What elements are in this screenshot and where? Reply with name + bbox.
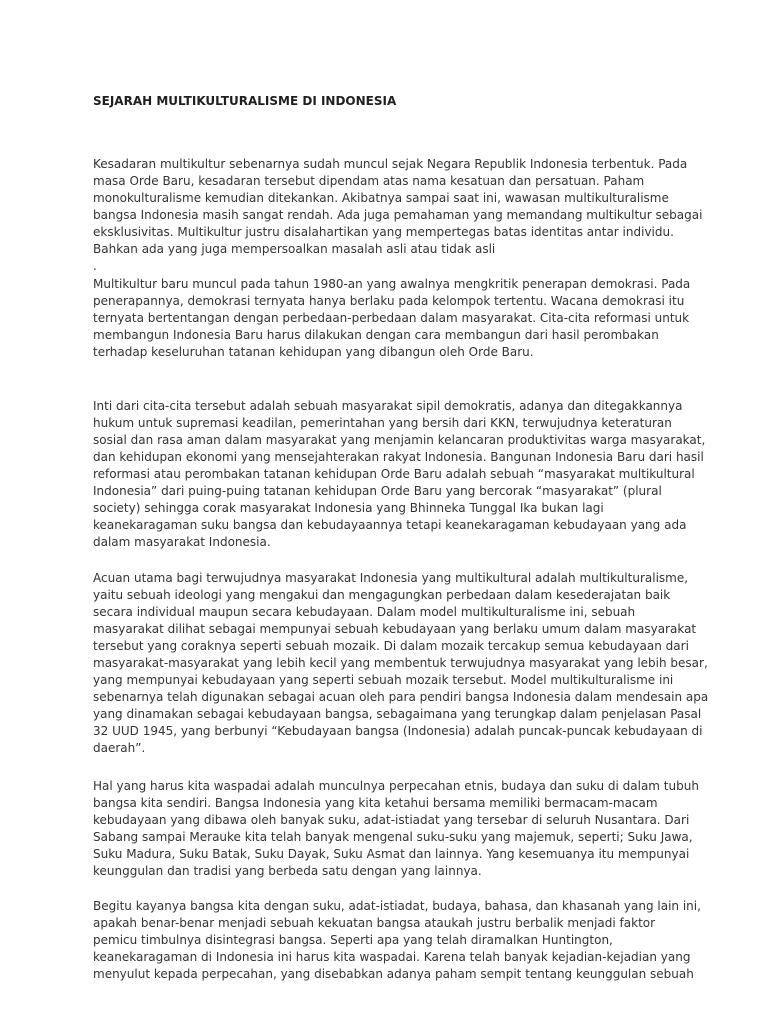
text-line: menyulut kepada perpecahan, yang disebabkan adanya paham sempit tentang keunggulan sebuah [93, 967, 694, 981]
text-line: Multikultur baru muncul pada tahun 1980-an yang awalnya mengkritik penerapan demokrasi. Pada [93, 277, 691, 291]
text-line: Suku Madura, Suku Batak, Suku Dayak, Suku Asmat dan lainnya. Yang kesemuanya itu mempunyai [93, 847, 690, 861]
text-line: keunggulan dan tradisi yang berbeda satu dengan yang lainnya. [93, 864, 482, 878]
text-line: kebudayaan yang dibawa oleh banyak suku, adat-istiadat yang tersebar di seluruh Nusantara. Dari [93, 813, 690, 827]
text-line: penerapannya, demokrasi ternyata hanya berlaku pada kelompok tertentu. Wacana demokrasi itu [93, 294, 685, 308]
text-line: ternyata bertentangan dengan perbedaan-perbedaan dalam masyarakat. Cita-cita reformasi untuk [93, 311, 690, 325]
text-line: keanekaragaman di Indonesia ini harus kita waspadai. Karena telah banyak kejadian-kejadian yang [93, 950, 691, 964]
text-line: bangsa Indonesia masih sangat rendah. Ada juga pemahaman yang memandang multikultur sebagai [93, 208, 703, 222]
text-line: secara individual maupun secara kebudayaan. Dalam model multikulturalisme ini, sebuah [93, 605, 636, 619]
text-line: Begitu kayanya bangsa kita dengan suku, adat-istiadat, budaya, bahasa, dan khasanah yang lain ini, [93, 899, 701, 913]
text-line: pemicu timbulnya disintegrasi bangsa. Seperti apa yang telah diramalkan Huntington, [93, 933, 613, 947]
text-line: Indonesia” dari puing-puing tatanan kehidupan Orde Baru yang bercorak “masyarakat” (plural [93, 484, 662, 498]
text-line: reformasi atau perombakan tatanan kehidupan Orde Baru adalah sebuah “masyarakat multikultural [93, 467, 695, 481]
text-line: Inti dari cita-cita tersebut adalah sebuah masyarakat sipil demokratis, adanya dan ditegakkannya [93, 399, 683, 413]
text-line: masyarakat dilihat sebagai mempunyai sebuah kebudayaan yang berlaku umum dalam masyarakat [93, 622, 697, 636]
text-line: Bahkan ada yang juga mempersoalkan masalah asli atau tidak asli [93, 242, 496, 256]
text-line: apakah benar-benar menjadi sebuah kekuatan bangsa ataukah justru berbalik menjadi faktor [93, 916, 656, 930]
text-line: masa Orde Baru, kesadaran tersebut dipendam atas nama kesatuan dan persatuan. Paham [93, 174, 645, 188]
text-line: keanekaragaman suku bangsa dan kebudayaannya tetapi keanekaragaman kebudayaan yang ada [93, 518, 687, 532]
text-line: monokulturalisme kemudian ditekankan. Akibatnya sampai saat ini, wawasan multikulturalisme [93, 191, 669, 205]
paragraph-3 [93, 398, 706, 551]
text-line: tersebut yang coraknya seperti sebuah mozaik. Di dalam mozaik tercakup semua kebudayaan dari [93, 639, 689, 653]
paragraph-6 [93, 898, 701, 983]
text-line: Hal yang harus kita waspadai adalah munculnya perpecahan etnis, budaya dan suku di dalam tubuh [93, 779, 699, 793]
text-line: masyarakat-masyarakat yang lebih kecil yang membentuk terwujudnya masyarakat yang lebih besar, [93, 656, 708, 670]
text-line: yaitu sebuah ideologi yang mengakui dan mengagungkan perbedaan dalam kesederajatan baik [93, 588, 671, 602]
paragraph-5 [93, 778, 699, 880]
text-line: Sabang sampai Merauke kita telah banyak mengenal suku-suku yang majemuk, seperti; Suku Jawa, [93, 830, 693, 844]
text-line: eksklusivitas. Multikultur justru disalahartikan yang mempertegas batas identitas antar individu. [93, 225, 674, 239]
text-line: dan kehidupan ekonomi yang mensejahterakan rakyat Indonesia. Bangunan Indonesia Baru dari hasil [93, 450, 704, 464]
text-line: Acuan utama bagi terwujudnya masyarakat Indonesia yang multikultural adalah multikulturalisme, [93, 571, 689, 585]
text-line: sosial dan rasa aman dalam masyarakat yang menjamin kelancaran produktivitas warga masyarakat, [93, 433, 706, 447]
text-line: sebenarnya telah digunakan sebagai acuan oleh para pendiri bangsa Indonesia dalam mendesain apa [93, 690, 709, 704]
document-title: SEJARAH MULTIKULTURALISME DI INDONESIA [93, 94, 397, 108]
text-line: 32 UUD 1945, yang berbunyi “Kebudayaan bangsa (Indonesia) adalah puncak-puncak kebudayaan di [93, 724, 703, 738]
text-line: yang dinamakan sebagai kebudayaan bangsa, sebagaimana yang terungkap dalam penjelasan Pasal [93, 707, 702, 721]
text-line: yang mempunyai kebudayaan yang seperti sebuah mozaik tersebut. Model multikulturalisme ini [93, 673, 674, 687]
text-line: terhadap keseluruhan tatanan kehidupan yang dibangun oleh Orde Baru. [93, 345, 534, 359]
text-line: membangun Indonesia Baru harus dilakukan dengan cara membangun dari hasil perombakan [93, 328, 659, 342]
text-line: society) sehingga corak masyarakat Indonesia yang Bhinneka Tunggal Ika bukan lagi [93, 501, 604, 515]
text-line: dalam masyarakat Indonesia. [93, 535, 271, 549]
paragraph-4 [93, 570, 709, 757]
text-line: daerah”. [93, 741, 146, 755]
text-line: . [93, 259, 97, 273]
paragraph-1 [93, 156, 703, 275]
text-line: Kesadaran multikultur sebenarnya sudah muncul sejak Negara Republik Indonesia terbentuk. Pada [93, 157, 688, 171]
paragraph-2 [93, 276, 691, 361]
text-line: hukum untuk supremasi keadilan, pemerintahan yang bersih dari KKN, terwujudnya keteraturan [93, 416, 672, 430]
text-line: bangsa kita sendiri. Bangsa Indonesia yang kita ketahui bersama memiliki bermacam-macam [93, 796, 658, 810]
